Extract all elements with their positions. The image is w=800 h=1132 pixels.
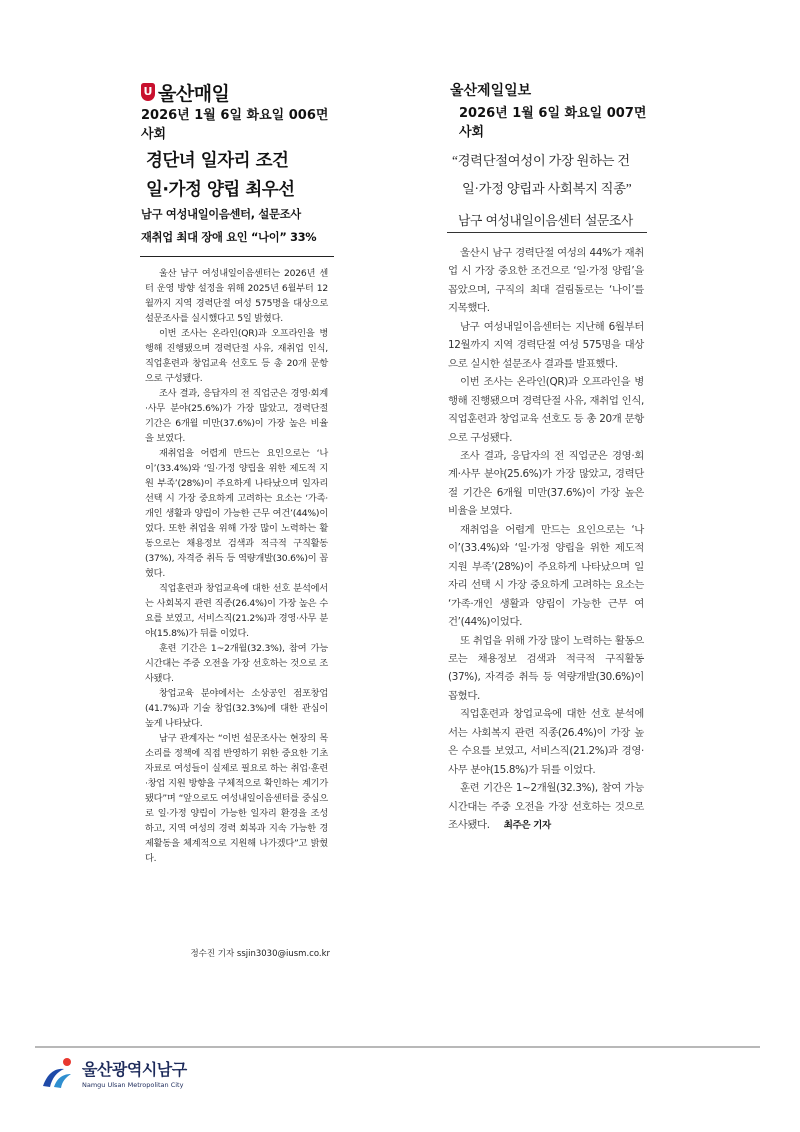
left-paragraph: 창업교육 분야에서는 소상공인 점포창업(41.7%)과 기술 창업(32.3%)에 대한 관심이 높게 나타났다.: [145, 688, 328, 729]
left-section: 사회: [141, 127, 167, 142]
left-byline: 정수진 기자 ssjin3030@iusm.co.kr: [190, 949, 330, 959]
ulsan-maeil-logo-icon: U: [141, 83, 155, 101]
left-title-line-1: 경단녀 일자리 조건: [146, 151, 289, 171]
left-paper-logo: [141, 80, 229, 104]
left-date: 2026년 1월 6일 화요일 006면: [141, 108, 329, 123]
right-headline-line-2: 일·가정 양립과 사회복지 직종”: [462, 181, 632, 196]
right-paragraph: 재취업을 어렵게 만드는 요인으로는 ‘나이’(33.4%)와 ‘일·가정 양립을 위한 제도적 지원 부족’(28%)이 주요하게 나타났으며 일자리 선택 시 가장 중요하게 고려하는 요소는 ‘가족·개인 생활과 양립이 가능한 근무 여건’(44%)이었다.: [448, 523, 644, 629]
left-subtitle-line-2: 재취업 최대 장애 요인 “나이” 33%: [141, 231, 317, 244]
right-paragraph-last-text: 훈련 기간은 1~2개월(32.3%), 참여 가능 시간대는 주중 오전을 가장 선호하는 것으로 조사됐다.: [448, 782, 644, 832]
right-article-body: [448, 244, 644, 836]
left-paragraph: 남구 관계자는 “이번 설문조사는 현장의 목소리를 정책에 직접 반영하기 위한 중요한 기초 자료로 여성들이 실제로 필요로 하는 취업·훈련·창업 지원 방향을 구체적으로 확인하는 계기가 됐다”며 “앞으로도 여성내일이음센터를 중심으로 일·가정 양립이 가능한 일자리 환경을 조성하고, 지역 여성의 경력 회복과 지속 가능한 경제활동을 체계적으로 지원해 나가겠다”고 밝혔다.: [145, 733, 328, 864]
right-paragraph: 울산시 남구 경력단절 여성의 44%가 재취업 시 가장 중요한 조건으로 ‘일·가정 양립’을 꼽았으며, 구직의 최대 걸림돌로는 ‘나이’를 지목했다.: [448, 247, 644, 315]
left-paragraph: 직업훈련과 창업교육에 대한 선호 분석에서는 사회복지 관련 직종(26.4%)이 가장 높은 수요를 보였고, 서비스직(21.2%)과 경영·사무 분야(15.8%)가 뒤를 이었다.: [145, 583, 328, 639]
right-paragraph: 이번 조사는 온라인(QR)과 오프라인을 병행해 진행됐으며 경력단절 사유, 재취업 인식, 직업훈련과 창업교육 선호도 등 총 20개 문항으로 구성됐다.: [448, 376, 644, 444]
footer-org-english: Namgu Ulsan Metropolitan City: [82, 1081, 184, 1089]
left-meta: [141, 106, 328, 144]
right-paper-name: 울산제일일보: [450, 83, 532, 99]
right-date: 2026년 1월 6일 화요일 007면: [459, 106, 647, 121]
footer-org-korean: 울산광역시남구: [82, 1060, 187, 1079]
right-paragraph: 조사 결과, 응답자의 전 직업군은 경영·회계·사무 분야(25.6%)가 가장 많았고, 경력단절 기간은 6개월 미만(37.6%)이 가장 높은 비율을 보였다.: [448, 449, 644, 518]
left-divider: [140, 256, 334, 257]
namgu-emblem-icon: [40, 1056, 76, 1090]
footer-logo: [40, 1056, 187, 1090]
left-paragraph: 조사 결과, 응답자의 전 직업군은 경영·회계·사무 분야(25.6%)가 가장 많았고, 경력단절 기간은 6개월 미만(37.6%)이 가장 높은 비율을 보였다.: [145, 388, 328, 444]
left-paragraph: 이번 조사는 온라인(QR)과 오프라인을 병행해 진행됐으며 경력단절 사유, 재취업 인식, 직업훈련과 창업교육 선호도 등 총 20개 문항으로 구성됐다.: [145, 328, 328, 384]
right-divider: [447, 232, 647, 233]
right-meta: [459, 104, 646, 142]
right-paragraph: 남구 여성내일이음센터는 지난해 6월부터 12월까지 지역 경력단절 여성 575명을 대상으로 실시한 설문조사 결과를 발표했다.: [448, 320, 644, 370]
footer-divider: [35, 1046, 760, 1048]
right-paragraph-last: [448, 779, 644, 835]
right-headline-line-1: “경력단절여성이 가장 원하는 건: [452, 153, 630, 168]
left-article-body: [145, 266, 328, 866]
right-paragraph: 직업훈련과 창업교육에 대한 선호 분석에서는 사회복지 관련 직종(26.4%)이 가장 높은 수요를 보였고, 서비스직(21.2%)과 경영·사무 분야(15.8%)가 뒤를 이었다.: [448, 708, 644, 776]
left-paragraph: 울산 남구 여성내일이음센터는 2026년 센터 운영 방향 설정을 위해 2025년 6월부터 12월까지 지역 경력단절 여성 575명을 대상으로 설문조사를 실시했다고 5일 밝혔다.: [145, 268, 328, 324]
left-subtitle-line-1: 남구 여성내일이음센터, 설문조사: [141, 208, 301, 221]
right-section: 사회: [459, 125, 485, 140]
left-paper-name: 울산매일: [158, 82, 230, 105]
right-paragraph: 또 취업을 위해 가장 많이 노력하는 활동으로는 채용정보 검색과 적극적 구직활동(37%), 자격증 취득 등 역량개발(30.6%)이 꼽혔다.: [448, 634, 644, 702]
right-subheadline: 남구 여성내일이음센터 설문조사: [458, 214, 633, 229]
left-paragraph: 훈련 기간은 1~2개월(32.3%), 참여 가능 시간대는 주중 오전을 가장 선호하는 것으로 조사됐다.: [145, 643, 328, 684]
left-paragraph: 재취업을 어렵게 만드는 요인으로는 ‘나이’(33.4%)와 ‘일·가정 양립을 위한 제도적 지원 부족’(28%)이 주요하게 나타났으며 일자리 선택 시 가장 중요하게 고려하는 요소는 ‘가족·개인 생활과 양립이 가능한 근무 여건’(44%)이었다. 또한 취업을 위해 가장 많이 노력하는 활동으로는 채용정보 검색과 적극적 구직활동(37%), 자격증 취득 등 역량개발(30.6%)이 꼽혔다.: [145, 448, 328, 579]
left-title-line-2: 일·가정 양립 최우선: [146, 180, 295, 200]
right-byline: 최주은 기자: [503, 820, 551, 832]
